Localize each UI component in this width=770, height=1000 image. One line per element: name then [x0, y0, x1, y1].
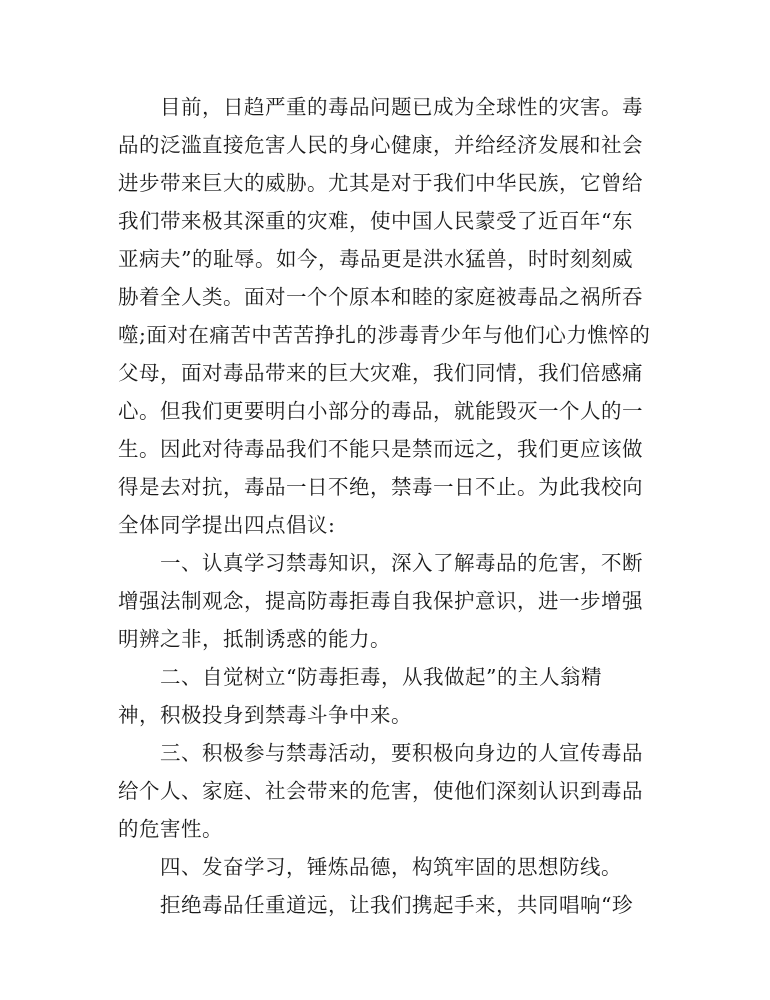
- text-line: 二、自觉树立“防毒拒毒，从我做起”的主人翁精: [160, 665, 602, 689]
- text-line: 进步带来巨大的威胁。尤其是对于我们中华民族，它曾给: [118, 171, 643, 195]
- text-line: 得是去对抗，毒品一日不绝，禁毒一日不止。为此我校向: [118, 475, 643, 499]
- text-line: 父母，面对毒品带来的巨大灾难，我们同情，我们倍感痛: [118, 361, 643, 385]
- text-line: 的危害性。: [118, 817, 223, 841]
- text-line: 生。因此对待毒品我们不能只是禁而远之，我们更应该做: [118, 437, 643, 461]
- text-line: 全体同学提出四点倡议:: [118, 513, 336, 537]
- text-line: 目前，日趋严重的毒品问题已成为全球性的灾害。毒: [160, 95, 643, 119]
- text-line: 品的泛滥直接危害人民的身心健康，并给经济发展和社会: [118, 133, 643, 157]
- text-line: 给个人、家庭、社会带来的危害，使他们深刻认识到毒品: [118, 779, 643, 803]
- text-line: 我们带来极其深重的灾难，使中国人民蒙受了近百年“东: [118, 209, 633, 233]
- text-line: 心。但我们更要明白小部分的毒品，就能毁灭一个人的一: [118, 399, 643, 423]
- text-line: 明辨之非，抵制诱惑的能力。: [118, 627, 391, 651]
- text-line: 亚病夫”的耻辱。如今，毒品更是洪水猛兽，时时刻刻威: [118, 247, 633, 271]
- text-line: 拒绝毒品任重道远，让我们携起手来，共同唱响“珍: [160, 893, 633, 917]
- text-line: 胁着全人类。面对一个个原本和睦的家庭被毒品之祸所吞: [118, 285, 643, 309]
- text-line: 神，积极投身到禁毒斗争中来。: [118, 703, 412, 727]
- text-line: 增强法制观念，提高防毒拒毒自我保护意识，进一步增强: [118, 589, 643, 613]
- text-line: 一、认真学习禁毒知识，深入了解毒品的危害，不断: [160, 551, 643, 575]
- text-line: 噬;面对在痛苦中苦苦挣扎的涉毒青少年与他们心力憔悴的: [118, 323, 651, 347]
- text-line: 四、发奋学习，锤炼品德，构筑牢固的思想防线。: [160, 855, 622, 879]
- text-line: 三、积极参与禁毒活动，要积极向身边的人宣传毒品: [160, 741, 643, 765]
